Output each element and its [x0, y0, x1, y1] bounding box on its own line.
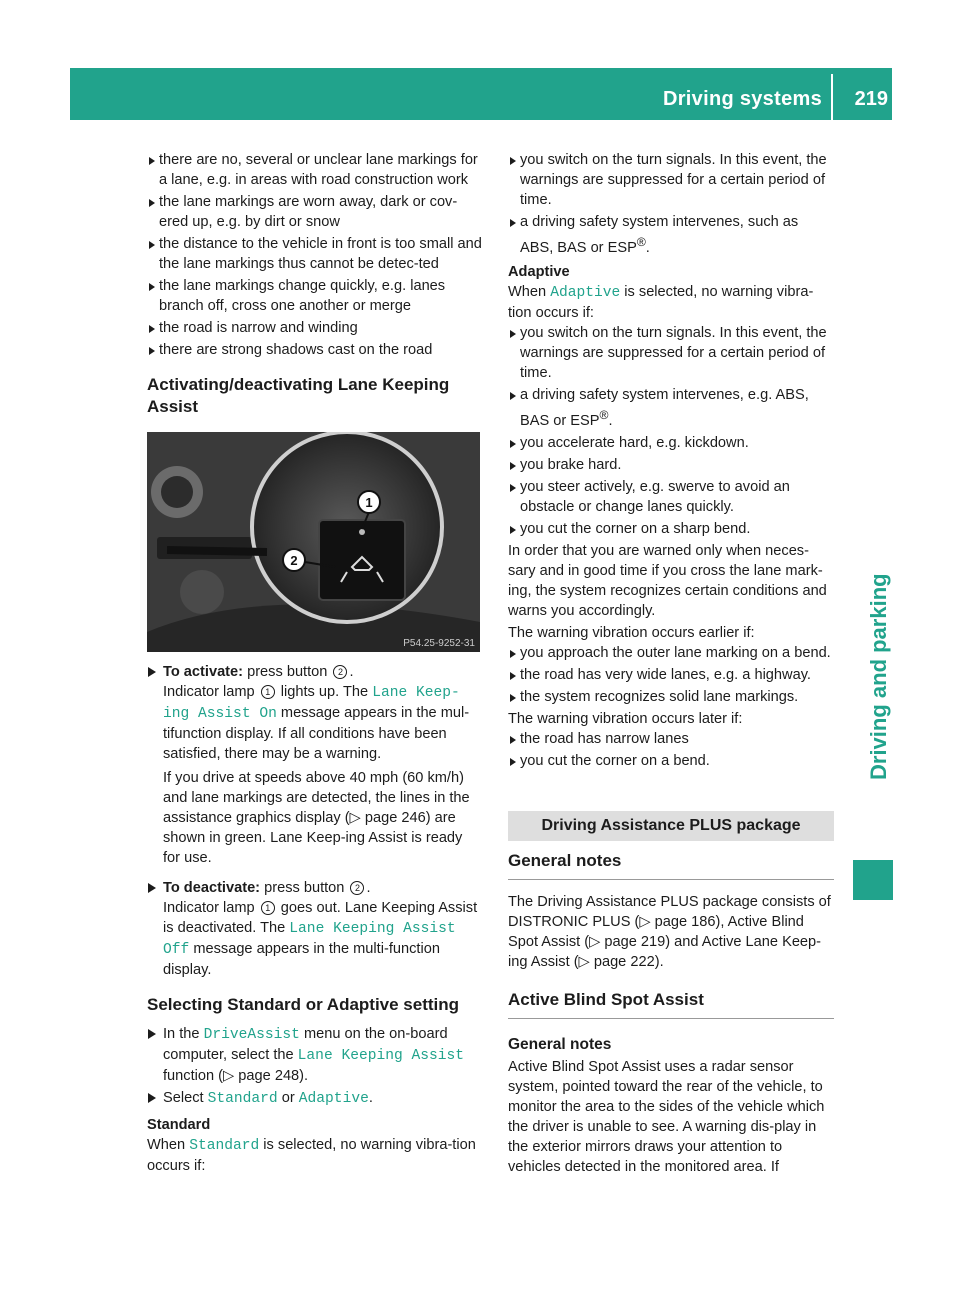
header-separator	[831, 74, 833, 120]
list-item: the road has narrow lanes	[508, 729, 834, 749]
adaptive-conditions-list	[508, 433, 834, 539]
general-notes-text: The Driving Assistance PLUS package consists of DISTRONIC PLUS (▷ page 186), Active Blind Spot Assist (▷ page 219) and Active Lane Keep-ing Assist (▷ page 222).	[508, 893, 831, 970]
left-column	[147, 150, 482, 1176]
right-column	[508, 150, 834, 1177]
list-item: the system recognizes solid lane markings.	[508, 687, 834, 707]
adaptive-text: When Adaptive is selected, no warning vibra-tion occurs if:	[508, 283, 814, 321]
step-deactivate: To deactivate: press button 2 . Indicator lamp 1 goes out. Lane Keeping Assist is deactivated. The Lane Keeping Assist Off message appears in the multi-function display.	[147, 878, 482, 980]
list-item: a driving safety system intervenes, e.g. ABS, BAS or ESP®.	[508, 385, 834, 431]
list-item: the road is narrow and winding	[147, 318, 482, 338]
heading-absa-general-notes: General notes	[508, 1035, 612, 1053]
list-item: you switch on the turn signals. In this event, the warnings are suppressed for a certain period of time.	[508, 150, 834, 210]
heading-select: Selecting Standard or Adaptive setting	[147, 995, 460, 1014]
list-item: you approach the outer lane marking on a bend.	[508, 643, 834, 663]
standard-text: When Standard is selected, no warning vibra-tion occurs if:	[147, 1137, 476, 1174]
list-item: you switch on the turn signals. In this event, the warnings are suppressed for a certain period of time.	[508, 323, 834, 383]
list-item: you steer actively, e.g. swerve to avoid an obstacle or change lanes quickly.	[508, 477, 834, 517]
side-tab-label: Driving and parking	[866, 573, 891, 780]
list-item: you accelerate hard, e.g. kickdown.	[508, 433, 834, 453]
activate-note: If you drive at speeds above 40 mph (60 km/h) and lane markings are detected, the lines in the assistance graphics display (▷ page 246) are shown in green. Lane Keep-ing Assist is ready for use.	[163, 770, 470, 866]
page-number: 219	[854, 88, 888, 110]
step-select-mode: Select Standard or Adaptive.	[147, 1088, 482, 1109]
callout-2: 2	[290, 553, 298, 568]
section-box-title: Driving Assistance PLUS package	[508, 811, 834, 841]
later-list	[508, 729, 834, 771]
button-2-symbol: 2	[350, 881, 364, 895]
display-message: Lane Keeping Assist Off	[163, 921, 456, 958]
lamp-1-symbol: 1	[261, 901, 275, 915]
list-item: the lane markings change quickly, e.g. lanes branch off, cross one another or merge	[147, 276, 482, 316]
side-tab-marker	[853, 860, 893, 900]
lamp-1-symbol: 1	[261, 685, 275, 699]
heading-adaptive: Adaptive	[508, 263, 570, 280]
paragraph-later: The warning vibration occurs later if:	[508, 710, 743, 727]
list-item: a driving safety system intervenes, such as ABS, BAS or ESP®.	[508, 212, 834, 258]
heading-active-blind-spot-assist: Active Blind Spot Assist	[508, 990, 834, 1019]
list-item: you cut the corner on a bend.	[508, 751, 834, 771]
steering-button-illustration	[147, 432, 480, 652]
paragraph-earlier: The warning vibration occurs earlier if:	[508, 624, 755, 641]
step-select-function: In the DriveAssist menu on the on-board computer, select the Lane Keeping Assist function (▷ page 248).	[147, 1024, 482, 1086]
function-name: Lane Keeping Assist	[297, 1048, 465, 1064]
dashboard-photo	[147, 432, 480, 652]
header-bar	[70, 68, 892, 120]
absa-text: Active Blind Spot Assist uses a radar sensor system, pointed toward the rear of the vehicle, to monitor the area to the sides of the vehicle which the driver is unable to see. A warning dis-play in the exterior mirrors draws your attention to vehicles detected in the monitored area. If	[508, 1058, 825, 1175]
side-tab	[854, 120, 892, 860]
list-item: you cut the corner on a sharp bend.	[508, 519, 834, 539]
limitations-list	[147, 150, 482, 360]
list-item: you brake hard.	[508, 455, 834, 475]
menu-name: DriveAssist	[203, 1027, 300, 1043]
list-item: the lane markings are worn away, dark or cov-ered up, e.g. by dirt or snow	[147, 192, 482, 232]
callout-1: 1	[365, 495, 373, 510]
list-item: the distance to the vehicle in front is too small and the lane markings thus cannot be detec-ted	[147, 234, 482, 274]
heading-activate: Activating/deactivating Lane Keeping Assist	[147, 375, 450, 416]
list-item: the road has very wide lanes, e.g. a highway.	[508, 665, 834, 685]
section-title: Driving systems	[662, 88, 822, 110]
heading-standard: Standard	[147, 1117, 211, 1133]
display-message: Lane Keep-ing Assist On	[163, 685, 460, 722]
option-standard: Standard	[207, 1091, 278, 1107]
heading-general-notes: General notes	[508, 851, 834, 880]
image-code: P54.25-9252-31	[403, 638, 475, 649]
step-activate: To activate: press button 2 . Indicator lamp 1 lights up. The Lane Keep-ing Assist On message appears in the mul-tifunction display. If all conditions have been satisfied, there may be a warning.	[147, 662, 482, 764]
list-item: there are strong shadows cast on the road	[147, 340, 482, 360]
paragraph-recognition: In order that you are warned only when neces-sary and in good time if you cross the lane mark-ing, the system recognizes certain conditions and warns you accordingly.	[508, 542, 827, 619]
button-2-symbol: 2	[333, 665, 347, 679]
standard-conditions-list	[508, 150, 834, 210]
option-adaptive: Adaptive	[298, 1091, 369, 1107]
list-item: there are no, several or unclear lane markings for a lane, e.g. in areas with road construction work	[147, 150, 482, 190]
earlier-list	[508, 643, 834, 707]
